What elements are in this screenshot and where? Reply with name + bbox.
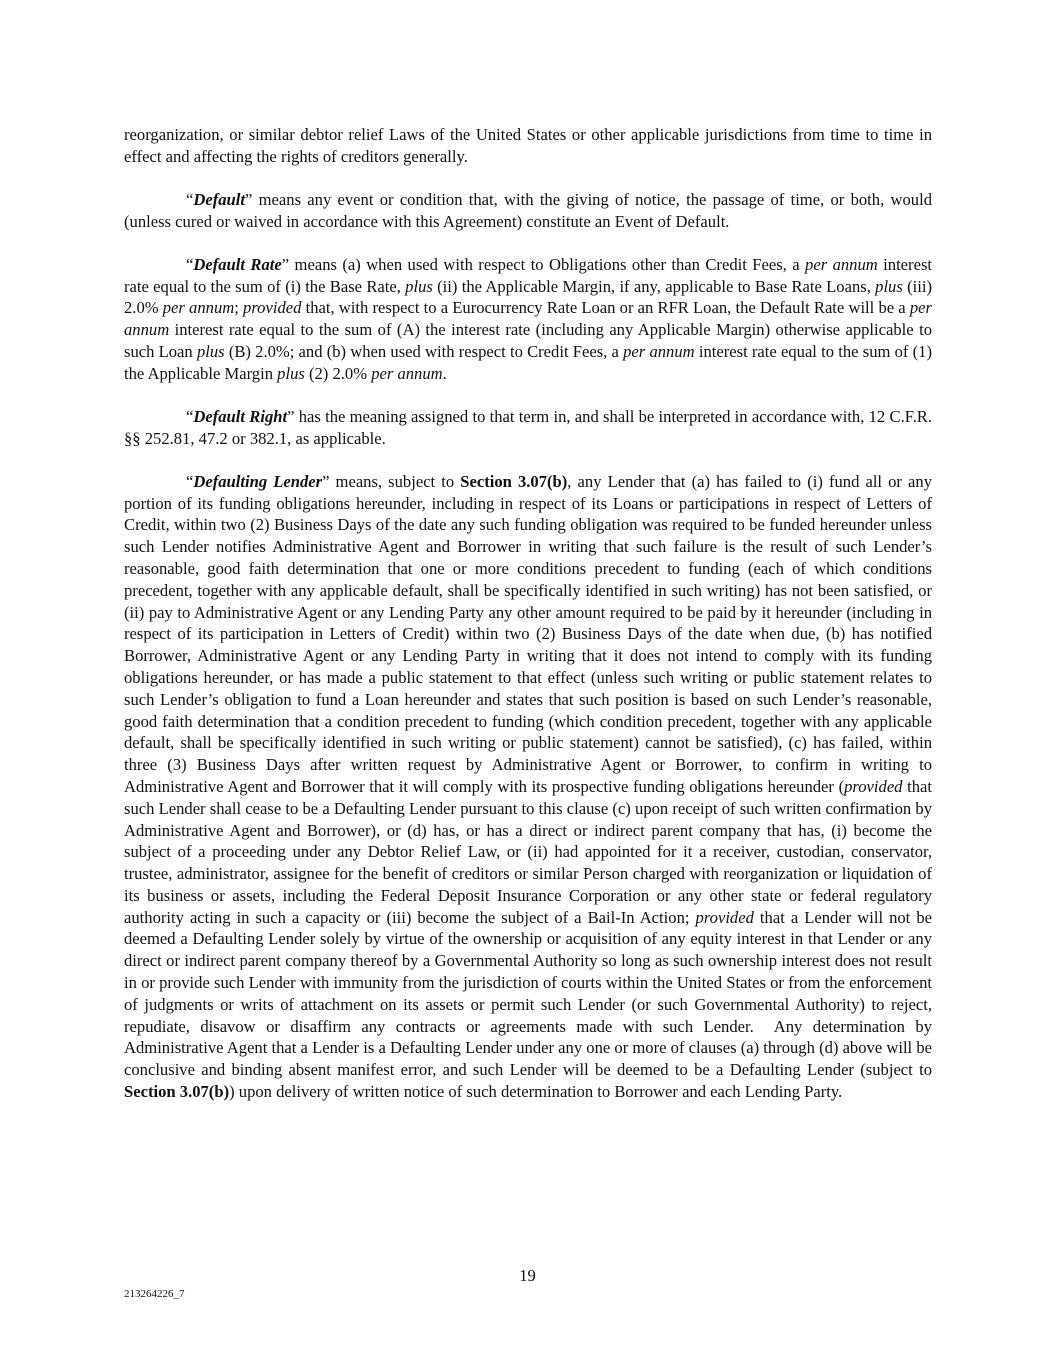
open-quote: “: [186, 406, 194, 426]
document-body: [124, 124, 932, 1124]
italic-text: plus: [405, 276, 433, 296]
italic-text: provided: [844, 776, 903, 796]
defined-term: Default Right: [193, 406, 288, 426]
close-quote: ”: [322, 471, 330, 491]
definition-text: that a Lender will not be deemed a Defaulting Lender solely by virtue of the ownership or acquisition of any equity interest in that Lender or any direct or indirect parent company thereof by a Governmental Authority so long as such ownership interest does not result in or provide such Lender with immunity from the jurisdiction of courts within the United States or from the enforcement of judgments or writs of attachment on its assets or permit such Lender (or such Governmental Authority) to reject, repudiate, disavow or disaffirm any contracts or agreements made with such Lender. Any determination by Administrative Agent that a Lender is a Defaulting Lender under any one or more of clauses (a) through (d) above will be conclusive and binding absent manifest error, and such Lender will be deemed to be a Defaulting Lender (subject to: [124, 907, 932, 1080]
definition-text: means (a) when used with respect to Obligations other than Credit Fees, a: [289, 254, 806, 274]
close-quote: ”: [281, 254, 290, 274]
open-quote: “: [186, 189, 194, 209]
definition-text: interest rate equal to the sum of (i) the Base Rate,: [124, 254, 933, 296]
definition-paragraph: [124, 471, 932, 1103]
italic-text: plus: [196, 341, 225, 361]
definition-text: has the meaning assigned to that term in, and shall be interpreted in accordance with, 12 C.F.R. §§ 252.81, 47.2 or 382.1, as applicable.: [124, 406, 932, 448]
definition-text: (2) 2.0%: [304, 363, 372, 383]
defined-term: Default: [193, 189, 245, 209]
italic-text: plus: [277, 363, 305, 383]
definition-text: means, subject to: [329, 471, 461, 491]
section-reference: Section 3.07(b): [460, 471, 568, 491]
definition-text: ) upon delivery of written notice of such determination to Borrower and each Lending Party.: [229, 1082, 843, 1102]
italic-text: per annum: [805, 254, 878, 274]
close-quote: ”: [245, 189, 253, 209]
italic-text: plus: [875, 276, 903, 296]
definition-paragraph: [124, 189, 932, 233]
definition-text: means any event or condition that, with the giving of notice, the passage of time, or both, would (unless cured or waived in accordance with this Agreement) constitute an Event of Default.: [124, 189, 932, 231]
definition-text: , any Lender that (a) has failed to (i) fund all or any portion of its funding obligations hereunder, including in respect of its Loans or participations in respect of Letters of Credit, within two (2) Business Days of the date any such funding obligation was required to be funded hereunder unless such Lender notifies Administrative Agent and Borrower in writing that such failure is the result of such Lender’s reasonable, good faith determination that one or more conditions precedent to funding (each of which conditions precedent, together with any applicable default, shall be specifically identified in such writing) has not been satisfied, or (ii) pay to Administrative Agent or any Lending Party any other amount required to be paid by it hereunder (including in respect of its participation in Letters of Credit) within two (2) Business Days of the date when due, (b) has notified Borrower, Administrative Agent or any Lending Party in writing that it does not intend to comply with its funding obligations hereunder, or has made a public statement to that effect (unless such writing or public statement relates to such Lender’s obligation to fund a Loan hereunder and states that such position is based on such Lender’s reasonable, good faith determination that a condition precedent to funding (which condition precedent, together with any applicable default, shall be specifically identified in such writing or public statement) cannot be satisfied), (c) has failed, within three (3) Business Days after written request by Administrative Agent or Borrower, to confirm in writing to Administrative Agent and Borrower that it will comply with its prospective funding obligations hereunder (: [124, 471, 932, 796]
definition-text: that, with respect to a Eurocurrency Rate Loan or an RFR Loan, the Default Rate will be a: [301, 298, 910, 318]
close-quote: ”: [287, 406, 295, 426]
defined-term: Defaulting Lender: [193, 471, 323, 491]
definition-text: (iii) 2.0%: [124, 276, 932, 318]
section-reference: Section 3.07(b): [124, 1082, 230, 1102]
definition-paragraph: [124, 254, 932, 385]
definition-paragraph: [124, 406, 932, 450]
intro-paragraph: reorganization, or similar debtor relief Laws of the United States or other applicable jurisdictions from time to time in effect and affecting the rights of creditors generally.: [124, 125, 932, 166]
definitions-list: [124, 189, 932, 1103]
definition-text: (B) 2.0%; and (b) when used with respect to Credit Fees, a: [224, 341, 624, 361]
open-quote: “: [186, 471, 194, 491]
defined-term: Default Rate: [193, 254, 282, 274]
open-quote: “: [186, 254, 194, 274]
italic-text: per annum: [124, 298, 932, 340]
definition-text: .: [442, 363, 447, 383]
page-number: 19: [519, 1266, 536, 1285]
italic-text: provided: [243, 298, 302, 318]
definition-text: (ii) the Applicable Margin, if any, applicable to Base Rate Loans,: [432, 276, 876, 296]
definition-text: interest rate equal to the sum of (1) the Applicable Margin: [124, 341, 932, 383]
definition-text: that such Lender shall cease to be a Defaulting Lender pursuant to this clause (c) upon receipt of such written confirmation by Administrative Agent and Borrower), or (d) has, or has a direct or indirect parent company that has, (i) become the subject of a proceeding under any Debtor Relief Law, or (ii) had appointed for it a receiver, custodian, conservator, trustee, administrator, assignee for the benefit of creditors or similar Person charged with reorganization or liquidation of its business or assets, including the Federal Deposit Insurance Corporation or any other state or federal regulatory authority acting in such a capacity or (iii) become the subject of a Bail-In Action;: [124, 776, 932, 927]
italic-text: provided: [695, 907, 754, 927]
definition-text: interest rate equal to the sum of (A) the interest rate (including any Applicable Margin) otherwise applicable to such Loan: [124, 320, 932, 361]
definition-text: ;: [234, 298, 244, 318]
document-id: 213264226_7: [124, 1288, 185, 1300]
italic-text: per annum: [371, 363, 443, 383]
italic-text: per annum: [162, 298, 235, 318]
italic-text: per annum: [623, 341, 695, 361]
